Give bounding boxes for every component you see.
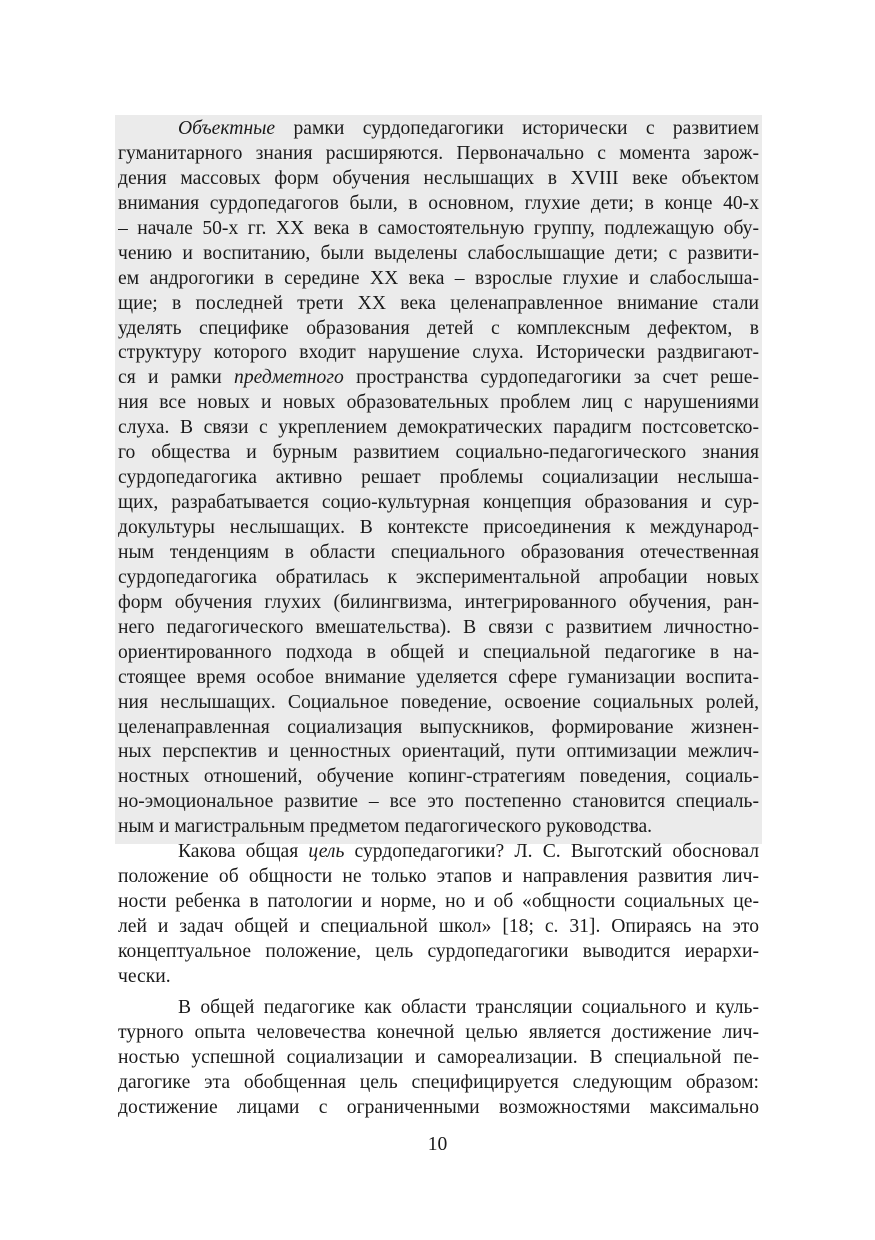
text-run: ностью успешной социализации и самореализации. В специальной пе- bbox=[118, 1046, 759, 1068]
text-run: гуманитарного знания расширяются. Первоначально с момента зарож- bbox=[118, 142, 759, 164]
text-run: дения массовых форм обучения неслышащих в XVIII веке объектом bbox=[118, 167, 759, 189]
text-line bbox=[118, 292, 759, 317]
text-run: стоящее время особое внимание уделяется сфере гуманизации воспита- bbox=[118, 666, 759, 688]
text-run: ся и рамки bbox=[118, 367, 235, 389]
text-line bbox=[118, 391, 759, 416]
text-run: рамки сурдопедагогики исторически с развитием bbox=[275, 118, 759, 139]
text-line bbox=[118, 416, 759, 441]
text-run: положение об общности не только этапов и направления развития лич- bbox=[118, 866, 759, 888]
text-run: лей и задач общей и специальной школ» [18; с. 31]. Опираясь на это bbox=[118, 916, 759, 937]
text-line bbox=[118, 491, 759, 516]
text-run: внимания сурдопедагогов были, в основном, глухие дети; в конце 40-х bbox=[118, 192, 759, 214]
text-line bbox=[118, 466, 759, 491]
text-line bbox=[118, 1046, 759, 1071]
text-run: форм обучения глухих (билингвизма, интегрированного обучения, ран- bbox=[118, 591, 759, 613]
text-line bbox=[118, 217, 759, 242]
text-run: чению и воспитанию, были выделены слабослышащие дети; с развити- bbox=[118, 242, 759, 264]
body-text bbox=[118, 117, 759, 1121]
text-line bbox=[118, 366, 759, 391]
text-line bbox=[118, 940, 759, 965]
text-run: пространства сурдопедагогики за счет реше- bbox=[343, 367, 759, 389]
text-line bbox=[118, 441, 759, 466]
text-line bbox=[118, 1021, 759, 1046]
text-run: ности ребенка в патологии и норме, но и об «общности социальных це- bbox=[118, 891, 759, 913]
text-run: ния все новых и новых образовательных проблем лиц с нарушениями bbox=[118, 392, 759, 414]
text-run: турного опыта человечества конечной целью является достижение лич- bbox=[118, 1021, 759, 1043]
text-run: ным и магистральным предметом педагогического руководства. bbox=[118, 816, 653, 838]
text-line bbox=[118, 341, 759, 366]
text-line bbox=[118, 815, 759, 840]
text-run: уделять специфике образования детей с комплексным дефектом, в bbox=[118, 317, 759, 339]
text-run: ных перспектив и ценностных ориентаций, пути оптимизации межлич- bbox=[118, 741, 759, 763]
text-line bbox=[118, 765, 759, 790]
text-run: ным тенденциям в области специального образования отечественная bbox=[118, 541, 759, 563]
text-run: сурдопедагогики? Л. С. Выготский обосновал bbox=[344, 841, 759, 863]
text-run: чески. bbox=[118, 965, 171, 987]
text-run: слуха. В связи с укреплением демократических парадигм постсоветско- bbox=[118, 417, 759, 439]
emphasized-term: цель bbox=[308, 841, 345, 863]
paragraph bbox=[118, 117, 759, 840]
text-line bbox=[118, 541, 759, 566]
text-line bbox=[118, 790, 759, 815]
text-run: целенаправленная социализация выпускников, формирование жизнен- bbox=[118, 716, 759, 738]
text-run: – начале 50-х гг. XX века в самостоятельную группу, подлежащую обу- bbox=[118, 217, 759, 239]
text-line bbox=[118, 117, 759, 142]
text-run: сурдопедагогика активно решает проблемы социализации неслыша- bbox=[118, 467, 759, 489]
text-line bbox=[118, 1071, 759, 1096]
text-run: ориентированного подхода в общей и специальной педагогике в на- bbox=[118, 641, 759, 663]
text-line bbox=[118, 192, 759, 217]
text-run: го общества и бурным развитием социально-педагогического знания bbox=[118, 442, 759, 464]
text-line bbox=[118, 516, 759, 541]
text-run: него педагогического вмешательства). В связи с развитием личностно- bbox=[118, 616, 759, 638]
text-line bbox=[118, 865, 759, 890]
text-line bbox=[118, 740, 759, 765]
text-line bbox=[118, 666, 759, 691]
text-run: ния неслышащих. Социальное поведение, освоение социальных ролей, bbox=[118, 691, 759, 713]
text-run: концептуальное положение, цель сурдопедагогики выводится иерархи- bbox=[118, 940, 759, 962]
text-run: дагогике эта обобщенная цель специфицируется следующим образом: bbox=[118, 1071, 759, 1093]
text-line bbox=[118, 591, 759, 616]
text-run: ем андрогогики в середине XX века – взрослые глухие и слабослыша- bbox=[118, 267, 759, 289]
text-run: но-эмоциональное развитие – все это постепенно становится специаль- bbox=[118, 791, 759, 813]
text-run: структуру которого входит нарушение слуха. Исторически раздвигают- bbox=[118, 342, 759, 364]
text-run: щие; в последней трети XX века целенаправленное внимание стали bbox=[118, 292, 759, 314]
text-line bbox=[118, 616, 759, 641]
text-line bbox=[118, 1096, 759, 1121]
page-number: 10 bbox=[427, 1134, 448, 1155]
paragraph bbox=[118, 840, 759, 990]
text-run: В общей педагогике как области трансляции социального и куль- bbox=[178, 996, 759, 1018]
text-line bbox=[118, 641, 759, 666]
text-line bbox=[118, 317, 759, 342]
emphasized-term: предметного bbox=[234, 367, 344, 389]
text-run: Какова общая bbox=[178, 841, 309, 863]
emphasized-term: Объектные bbox=[178, 118, 276, 139]
text-line bbox=[118, 996, 759, 1021]
text-line bbox=[118, 566, 759, 591]
text-line bbox=[118, 142, 759, 167]
paragraph bbox=[118, 996, 759, 1121]
text-line bbox=[118, 965, 759, 990]
text-run: ностных отношений, обучение копинг-стратегиям поведения, социаль- bbox=[118, 766, 759, 788]
text-line bbox=[118, 840, 759, 865]
text-run: сурдопедагогика обратилась к экспериментальной апробации новых bbox=[118, 566, 759, 588]
text-run: щих, разрабатывается социо-культурная концепция образования и сур- bbox=[118, 492, 759, 514]
text-line bbox=[118, 242, 759, 267]
text-line bbox=[118, 267, 759, 292]
text-run: достижение лицами с ограниченными возможностями максимально bbox=[118, 1096, 759, 1118]
text-line bbox=[118, 691, 759, 716]
text-line bbox=[118, 915, 759, 940]
text-line bbox=[118, 890, 759, 915]
text-run: докультуры неслышащих. В контексте присоединения к международ- bbox=[118, 517, 759, 538]
text-line bbox=[118, 167, 759, 192]
text-line bbox=[118, 716, 759, 741]
